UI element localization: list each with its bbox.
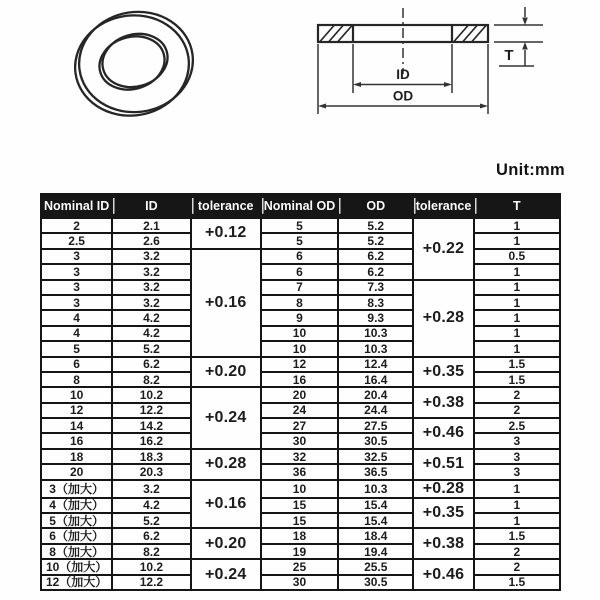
table-cell: 8 xyxy=(41,372,112,387)
washer-3d-drawing xyxy=(55,2,255,130)
table-cell: 10.3 xyxy=(338,480,413,498)
table-cell: 3.2 xyxy=(112,264,190,279)
table-cell: 3 xyxy=(41,249,112,264)
table-cell: +0.16 xyxy=(191,480,261,529)
column-header: T xyxy=(474,194,560,218)
table-cell: +0.38 xyxy=(413,528,473,559)
table-cell: 30.5 xyxy=(338,433,413,448)
table-cell: 20 xyxy=(41,464,112,479)
table-cell: 20 xyxy=(261,387,338,402)
table-cell: +0.46 xyxy=(413,559,473,590)
table-cell: 15.4 xyxy=(338,513,413,528)
table-cell: 14.2 xyxy=(112,418,190,433)
table-row xyxy=(41,418,560,433)
table-row xyxy=(41,575,560,590)
table-cell: 1 xyxy=(474,233,560,248)
table-cell: 14 xyxy=(41,418,112,433)
table-cell: 10 xyxy=(261,326,338,341)
table-cell: +0.12 xyxy=(191,218,261,249)
table-cell: 19 xyxy=(261,544,338,559)
table-cell: 30 xyxy=(261,433,338,448)
t-dimension-label: T xyxy=(504,47,514,64)
table-row xyxy=(41,513,560,528)
table-cell: 12.2 xyxy=(112,575,190,590)
table-cell: 27.5 xyxy=(338,418,413,433)
table-cell: 2 xyxy=(474,403,560,418)
table-cell: 2 xyxy=(474,559,560,574)
table-cell: 3 xyxy=(41,295,112,310)
table-row xyxy=(41,498,560,513)
table-cell: 6.2 xyxy=(112,357,190,372)
table-cell: +0.28 xyxy=(413,480,473,498)
table-cell: 1 xyxy=(474,310,560,325)
table-cell: 3.2 xyxy=(112,280,190,295)
table-cell: 5.2 xyxy=(338,218,413,233)
table-row xyxy=(41,310,560,325)
table-cell: 9.3 xyxy=(338,310,413,325)
table-row xyxy=(41,480,560,498)
table-cell: 36 xyxy=(261,464,338,479)
od-dimension-label: OD xyxy=(392,88,414,104)
table-row xyxy=(41,544,560,559)
table-cell: 5.2 xyxy=(338,233,413,248)
t-extension-lines xyxy=(494,25,543,42)
table-cell: 6（加大） xyxy=(41,528,112,543)
table-cell: 4.2 xyxy=(112,326,190,341)
table-cell: 10 xyxy=(261,480,338,498)
table-cell: 18 xyxy=(41,449,112,464)
column-header: OD xyxy=(338,194,413,218)
table-cell: 5.2 xyxy=(112,513,190,528)
id-dimension-label: ID xyxy=(396,67,410,82)
table-cell: 6.2 xyxy=(112,528,190,543)
table-cell: 1 xyxy=(474,326,560,341)
table-cell: 10.3 xyxy=(338,326,413,341)
table-cell: 10.2 xyxy=(112,559,190,574)
table-cell: 15.4 xyxy=(338,498,413,513)
column-header: Nominal ID xyxy=(41,194,112,218)
table-cell: 1 xyxy=(474,264,560,279)
table-cell: 3 xyxy=(41,264,112,279)
column-header: Nominal OD xyxy=(261,194,338,218)
table-cell: 1 xyxy=(474,498,560,513)
table-cell: 32.5 xyxy=(338,449,413,464)
table-cell: 1 xyxy=(474,480,560,498)
table-cell: +0.20 xyxy=(191,528,261,559)
table-cell: 1.5 xyxy=(474,357,560,372)
table-cell: 1.5 xyxy=(474,372,560,387)
table-cell: 1 xyxy=(474,513,560,528)
table-cell: 12.4 xyxy=(338,357,413,372)
table-cell: 1 xyxy=(474,218,560,233)
table-cell: 24 xyxy=(261,403,338,418)
column-header: ID xyxy=(112,194,190,218)
table-cell: 3.2 xyxy=(112,295,190,310)
table-row xyxy=(41,357,560,372)
table-cell: 15 xyxy=(261,498,338,513)
table-cell: 16 xyxy=(41,433,112,448)
table-row xyxy=(41,559,560,574)
table-cell: 36.5 xyxy=(338,464,413,479)
table-cell: 24.4 xyxy=(338,403,413,418)
table-cell: +0.35 xyxy=(413,498,473,529)
table-cell: +0.28 xyxy=(413,280,473,357)
table-cell: +0.35 xyxy=(413,357,473,388)
table-cell: 12 xyxy=(261,357,338,372)
table-cell: 2.6 xyxy=(112,233,190,248)
table-row xyxy=(41,249,560,264)
table-row xyxy=(41,372,560,387)
table-cell: +0.51 xyxy=(413,449,473,480)
table-cell: 3 xyxy=(474,449,560,464)
table-cell: +0.24 xyxy=(191,387,261,449)
table-row xyxy=(41,233,560,248)
table-cell: 8.2 xyxy=(112,544,190,559)
table-cell: 7.3 xyxy=(338,280,413,295)
table-cell: +0.46 xyxy=(413,418,473,449)
table-cell: 2 xyxy=(41,218,112,233)
table-cell: 8.3 xyxy=(338,295,413,310)
spec-table xyxy=(40,193,561,591)
table-cell: 18 xyxy=(261,528,338,543)
table-cell: 3.2 xyxy=(112,480,190,498)
table-cell: 8 xyxy=(261,295,338,310)
table-cell: 20.3 xyxy=(112,464,190,479)
table-cell: 20.4 xyxy=(338,387,413,402)
table-cell: 4（加大） xyxy=(41,498,112,513)
table-cell: 4 xyxy=(41,326,112,341)
table-cell: 2.1 xyxy=(112,218,190,233)
table-cell: +0.38 xyxy=(413,387,473,418)
table-cell: 3 xyxy=(41,280,112,295)
table-cell: 16.2 xyxy=(112,433,190,448)
table-header-row xyxy=(41,194,560,218)
table-cell: 10 xyxy=(41,387,112,402)
table-row xyxy=(41,326,560,341)
table-row xyxy=(41,449,560,464)
table-cell: 4.2 xyxy=(112,310,190,325)
table-cell: 19.4 xyxy=(338,544,413,559)
table-cell: 10.3 xyxy=(338,341,413,356)
table-cell: 25 xyxy=(261,559,338,574)
table-cell: 1.5 xyxy=(474,528,560,543)
spec-table-body xyxy=(41,218,560,590)
table-cell: 3 xyxy=(474,464,560,479)
table-row xyxy=(41,403,560,418)
table-cell: 6.2 xyxy=(338,264,413,279)
table-cell: 3 xyxy=(474,433,560,448)
table-cell: 30.5 xyxy=(338,575,413,590)
table-cell: 27 xyxy=(261,418,338,433)
table-row xyxy=(41,264,560,279)
table-cell: 7 xyxy=(261,280,338,295)
table-cell: +0.28 xyxy=(191,449,261,480)
table-row xyxy=(41,528,560,543)
table-cell: 15 xyxy=(261,513,338,528)
table-cell: 16 xyxy=(261,372,338,387)
column-header: tolerance xyxy=(191,194,261,218)
unit-label: Unit:mm xyxy=(495,161,565,179)
table-cell: 6 xyxy=(41,357,112,372)
table-row xyxy=(41,464,560,479)
table-cell: 2 xyxy=(474,544,560,559)
table-cell: 2 xyxy=(474,387,560,402)
table-cell: 18.4 xyxy=(338,528,413,543)
table-cell: 1 xyxy=(474,341,560,356)
table-cell: +0.20 xyxy=(191,357,261,388)
table-cell: 6 xyxy=(261,264,338,279)
table-cell: +0.22 xyxy=(413,218,473,280)
table-cell: 0.5 xyxy=(474,249,560,264)
table-cell: 8.2 xyxy=(112,372,190,387)
table-cell: 16.4 xyxy=(338,372,413,387)
table-cell: 10（加大） xyxy=(41,559,112,574)
table-cell: 10 xyxy=(261,341,338,356)
table-cell: 3.2 xyxy=(112,249,190,264)
table-cell: 5 xyxy=(261,218,338,233)
table-cell: 12 xyxy=(41,403,112,418)
table-cell: 4.2 xyxy=(112,498,190,513)
table-cell: 5.2 xyxy=(112,341,190,356)
table-cell: 1 xyxy=(474,295,560,310)
table-cell: 4 xyxy=(41,310,112,325)
table-cell: 5 xyxy=(41,341,112,356)
table-cell: 6 xyxy=(261,249,338,264)
table-cell: 12（加大） xyxy=(41,575,112,590)
washer-section-drawing xyxy=(300,0,580,120)
column-header: tolerance xyxy=(413,194,473,218)
table-cell: 2.5 xyxy=(41,233,112,248)
table-cell: 25.5 xyxy=(338,559,413,574)
table-cell: 3（加大） xyxy=(41,480,112,498)
table-row xyxy=(41,387,560,402)
table-row xyxy=(41,433,560,448)
table-cell: 1.5 xyxy=(474,575,560,590)
dimension-arrowheads xyxy=(318,18,528,109)
table-cell: 6.2 xyxy=(338,249,413,264)
table-cell: 2.5 xyxy=(474,418,560,433)
table-cell: 12.2 xyxy=(112,403,190,418)
table-row xyxy=(41,280,560,295)
table-cell: 5（加大） xyxy=(41,513,112,528)
table-cell: 5 xyxy=(261,233,338,248)
table-cell: 1 xyxy=(474,280,560,295)
table-row xyxy=(41,295,560,310)
table-cell: 10.2 xyxy=(112,387,190,402)
table-cell: 9 xyxy=(261,310,338,325)
table-row xyxy=(41,218,560,233)
table-cell: 8（加大） xyxy=(41,544,112,559)
table-cell: 30 xyxy=(261,575,338,590)
table-cell: 18.3 xyxy=(112,449,190,464)
table-row xyxy=(41,341,560,356)
table-cell: 32 xyxy=(261,449,338,464)
table-cell: +0.24 xyxy=(191,559,261,590)
table-cell: +0.16 xyxy=(191,249,261,357)
